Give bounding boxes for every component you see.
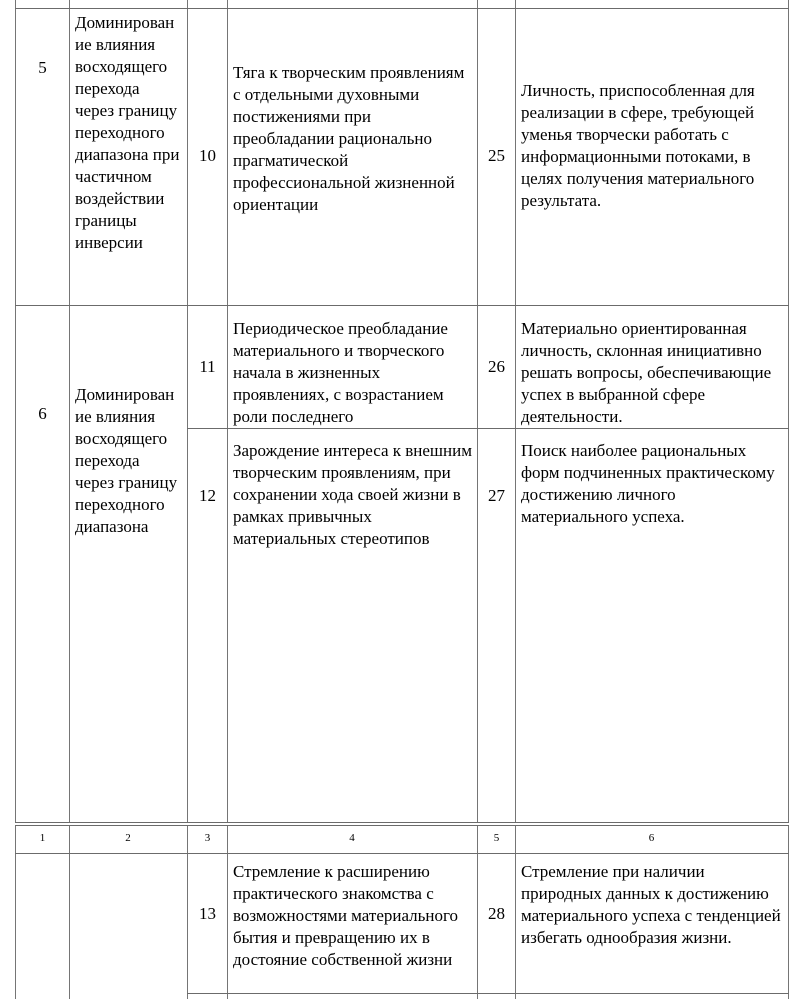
- entry12-description: Зарождение интереса к внешним творческим проявлениям, при сохранении хода своей жизни в рамках привычных материальных стереотипов: [233, 441, 472, 548]
- row6-number: 6: [38, 404, 47, 423]
- row5-category-text: Доминирование влияния восходящего перехода через границу переходного диапазона при частичном воздействии границы инверсии: [75, 13, 180, 252]
- column-header-2: 2: [125, 832, 131, 844]
- entry12-number: 12: [199, 486, 216, 505]
- entry10-description: Тяга к творческим проявлениям с отдельными духовными постижениями при преобладании рационально прагматической профессиональной жизненной ориентации: [233, 63, 465, 214]
- table-border-vertical: [788, 825, 789, 999]
- table-border-vertical: [515, 0, 516, 822]
- entry10-number: 10: [199, 146, 216, 165]
- table-border-vertical: [187, 0, 188, 822]
- column-header-6: 6: [648, 832, 655, 844]
- table-border-vertical: [15, 825, 16, 999]
- table-border-vertical: [788, 0, 789, 822]
- table-border-horizontal: [187, 428, 789, 429]
- table-border-horizontal: [15, 825, 789, 826]
- table-border-vertical: [227, 0, 228, 822]
- column-header-5: 5: [493, 832, 500, 844]
- column-header-1: 1: [39, 832, 46, 844]
- row5-number: 5: [38, 58, 47, 77]
- table-border-vertical: [69, 825, 70, 999]
- entry26-description: Материально ориентированная личность, склонная инициативно решать вопросы, обеспечивающие успех в выбранной сфере деятельности.: [521, 319, 772, 426]
- table-border-horizontal: [15, 8, 789, 9]
- table-border-vertical: [477, 0, 478, 822]
- column-header-3: 3: [204, 832, 211, 844]
- table-border-horizontal: [15, 853, 789, 854]
- entry27-description: Поиск наиболее рациональных форм подчиненных практическому достижению личного материального успеха.: [521, 441, 775, 526]
- entry13-number: 13: [199, 904, 216, 923]
- entry26-number: 26: [488, 357, 505, 376]
- entry11-description: Периодическое преобладание материального и творческого начала в жизненных проявлениях, с возрастанием роли последнего: [233, 319, 448, 426]
- entry25-description: Личность, приспособленная для реализации в сфере, требующей уменья творчески работать с информационными потоками, в целях получения материального результата.: [521, 81, 755, 210]
- table-border-horizontal: [15, 305, 789, 306]
- table-border-horizontal: [187, 993, 789, 994]
- column-header-4: 4: [349, 832, 355, 844]
- entry28-number: 28: [488, 904, 505, 923]
- table-border-horizontal: [15, 822, 789, 823]
- entry13-description: Стремление к расширению практического знакомства с возможностями материального бытия и превращению их в достояние собственной жизни: [233, 862, 459, 969]
- entry25-number: 25: [488, 146, 505, 165]
- entry11-number: 11: [199, 357, 216, 376]
- entry27-number: 27: [488, 486, 505, 505]
- row6-category-text: Доминирование влияния восходящего перехода через границу переходного диапазона: [75, 385, 178, 536]
- entry28-description: Стремление при наличии природных данных к достижению материального успеха с тенденцией избегать однообразия жизни.: [521, 862, 781, 947]
